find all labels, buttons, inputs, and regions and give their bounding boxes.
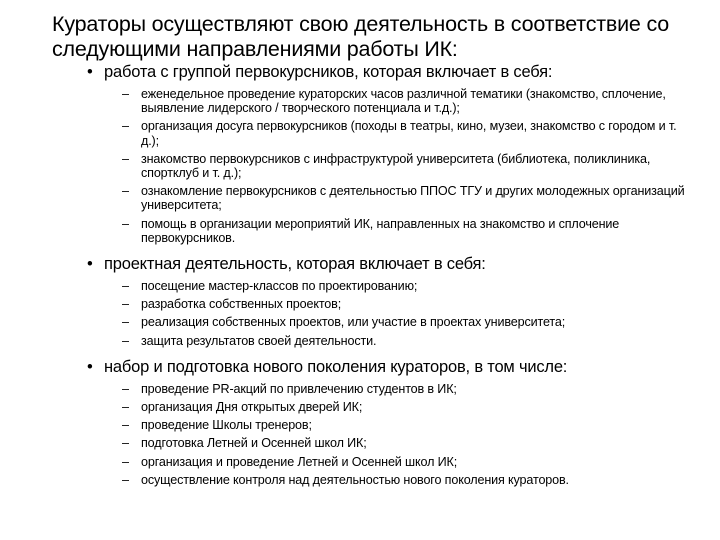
section-1 [84,62,694,245]
list-item-text: организация досуга первокурсников (походы в театры, кино, музеи, знакомство с городом и т. д.); [141,119,677,148]
list-item-text: ознакомление первокурсников с деятельностью ППОС ТГУ и других молодежных организаций университета; [141,184,685,213]
section-heading-text: набор и подготовка нового поколения кураторов, в том числе: [104,357,568,376]
list-item [84,184,694,212]
list-item-text: организация и проведение Летней и Осенней школ ИК; [141,454,458,469]
list-item-text: организация Дня открытых дверей ИК; [141,400,363,415]
dash-icon: – [122,454,129,469]
list-item [84,473,694,487]
list-item [84,152,694,180]
list-item-text: разработка собственных проектов; [141,297,342,312]
list-item [84,334,694,348]
list-item [84,455,694,469]
dash-icon: – [122,436,129,451]
sub-list [84,382,694,487]
list-item [84,87,694,115]
bullet-icon: • [87,357,93,376]
list-item [84,217,694,245]
list-item-text: проведение PR-акций по привлечению студентов в ИК; [141,381,457,396]
list-item-text: посещение мастер-классов по проектированию; [141,279,418,294]
dash-icon: – [122,297,129,312]
slide-title: Кураторы осуществляют свою деятельность в соответствие со следующими направлениями работы ИК: [52,12,670,61]
dash-icon: – [122,381,129,396]
list-item-text: подготовка Летней и Осенней школ ИК; [141,436,367,451]
dash-icon: – [122,418,129,433]
list-item [84,400,694,414]
slide-content [84,62,694,496]
list-item-text: знакомство первокурсников с инфраструктурой университета (библиотека, поликлиника, спортклуб и т. д.); [141,151,651,181]
dash-icon: – [122,87,129,101]
list-item [84,382,694,396]
list-item [84,436,694,450]
list-item [84,279,694,293]
bullet-icon: • [87,63,93,81]
sub-list [84,87,694,245]
bullet-icon: • [87,255,93,274]
dash-icon: – [122,333,129,348]
dash-icon: – [122,279,129,294]
dash-icon: – [122,119,129,134]
list-item-text: еженедельное проведение кураторских часов различной тематики (знакомство, сплочение, выявление лидерского / творческого потенциала и т.д.); [141,87,666,116]
list-item-text: защита результатов своей деятельности. [141,333,377,348]
section-heading [84,357,694,377]
list-item [84,297,694,311]
dash-icon: – [122,400,129,415]
section-heading-text: работа с группой первокурсников, которая включает в себя: [104,63,553,81]
section-heading [84,62,694,82]
dash-icon: – [122,315,129,330]
list-item [84,119,694,147]
section-2 [84,254,694,348]
section-heading [84,254,694,274]
list-item [84,315,694,329]
sub-list [84,279,694,348]
dash-icon: – [122,472,129,487]
list-item-text: проведение Школы тренеров; [141,418,312,433]
dash-icon: – [122,216,129,231]
dash-icon: – [122,151,129,166]
list-item [84,418,694,432]
list-item-text: реализация собственных проектов, или участие в проектах университета; [141,315,566,330]
list-item-text: осуществление контроля над деятельностью нового поколения кураторов. [141,472,569,487]
section-heading-text: проектная деятельность, которая включает в себя: [104,255,486,274]
section-3 [84,357,694,487]
list-item-text: помощь в организации мероприятий ИК, направленных на знакомство и сплочение первокурсников. [141,216,620,245]
dash-icon: – [122,184,129,199]
